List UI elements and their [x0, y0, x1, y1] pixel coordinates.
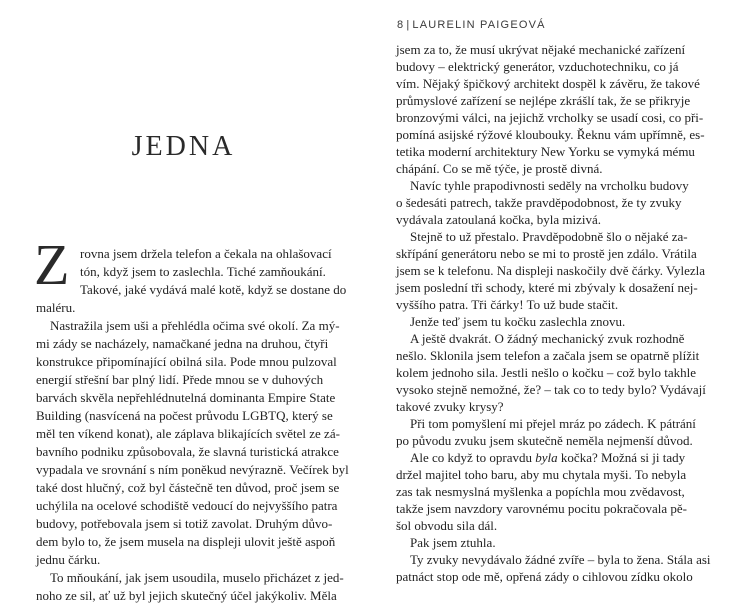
text-line: zas tak nesmyslná myšlenka a popíchla mou zvědavost,	[396, 484, 685, 499]
text-line: také dost hlučný, což byl částečně ten důvod, proč jsem se	[36, 480, 340, 495]
text-line: měl ten víkend konat), ale záplava blikajících světel ze zá-	[36, 426, 340, 441]
text-line: takže jsem navzdory varovnému pocitu pokračovala pě-	[396, 501, 687, 516]
text-line: jsem poslední tři schody, které mi zbývaly k dosažení nej-	[396, 280, 698, 295]
text-line: skřípání generátoru nebo se mi to prostě jen zdálo. Vrátila	[396, 246, 697, 261]
right-page	[367, 0, 734, 600]
italic-emphasis: byla	[535, 450, 558, 465]
text-line: vydávala zatoulaná kočka, byla mizivá.	[396, 212, 602, 227]
text-line: šol obvodu sila dál.	[396, 518, 498, 533]
text-line: o šedesáti patrech, takže pravděpodobnost, že ty zvuky	[396, 195, 682, 210]
text-line: jsem se k telefonu. Na displeji naskočily dvě čárky. Vylezla	[396, 263, 706, 278]
text-line: tón, když jsem to zaslechla. Tiché zamňoukání.	[80, 264, 326, 279]
text-line: jednu čárku.	[36, 552, 101, 567]
text-line: jsem za to, že musí ukrývat nějaké mechanické zařízení	[396, 42, 686, 57]
text-line: patnáct stop ode mě, opřená zády o cihlovou zídku okolo	[396, 569, 693, 584]
page-number: 8	[397, 19, 405, 31]
running-header	[397, 19, 546, 31]
text-line: dem bylo to, že jsem musela na displeji ulovit ještě aspoň	[36, 534, 336, 549]
text-line: maléru.	[36, 300, 76, 315]
header-author: LAURELIN PAIGEOVÁ	[412, 19, 546, 31]
text-line: pomíná asijské rýžové kloubouky. Řeknu vám upřímně, es-	[396, 127, 705, 142]
text-fragment: kočka? Možná si ji tady	[557, 450, 686, 465]
text-line: tetika moderní architektury New Yorku se vymyká mému	[396, 144, 695, 159]
text-line: chápání. Co se mě týče, je prostě divná.	[396, 161, 603, 176]
text-line: barvách skvěla nepřehlédnutelná dominanta Empire State	[36, 390, 336, 405]
text-line: průmyslové zařízení se nejlépe zkrášlí tak, že se přikryje	[396, 93, 691, 108]
chapter-title: JEDNA	[131, 131, 236, 162]
text-line: rovna jsem držela telefon a čekala na ohlašovací	[80, 246, 332, 261]
text-line	[410, 450, 685, 466]
text-line: takové zvuky krysy?	[396, 399, 504, 414]
text-line: vím. Nějaký špičkový architekt dospěl k závěru, že takové	[396, 76, 700, 91]
text-line: energií střešní bar plný lidí. Přede mnou se v duhových	[36, 372, 324, 387]
text-line: kolem jednoho sila. Jestli nešlo o kočku – což bylo takhle	[396, 365, 697, 380]
text-line: A ještě dvakrát. O žádný mechanický zvuk rozhodně	[410, 331, 685, 346]
text-line: bavního podniku způsobovala, že slavná turistická atrakce	[36, 444, 339, 459]
text-line: po původu zvuku jsem skutečně neměla nejmenší důvod.	[396, 433, 693, 448]
text-line: bronzovými válci, na jejichž vrcholky se usadí cosi, co při-	[396, 110, 704, 125]
text-line: Nastražila jsem uši a přehlédla očima své okolí. Za mý-	[50, 318, 340, 333]
text-line: budovy – elektrický generátor, vzduchotechniku, co já	[396, 59, 679, 74]
text-line: noho ze sil, ať už byl jejich skutečný účel jakýkoliv. Měla	[36, 588, 337, 603]
text-line: Pak jsem ztuhla.	[410, 535, 496, 550]
text-line: mi zády se nacházely, namačkané jedna na druhou, čtyři	[36, 336, 329, 351]
text-line: konstrukce připomínající obilná sila. Pode mnou pulzoval	[36, 354, 337, 369]
text-line: Jenže teď jsem tu kočku zaslechla znovu.	[410, 314, 626, 329]
text-line: Při tom pomyšlení mi přejel mráz po zádech. K pátrání	[410, 416, 696, 431]
text-line: budovy, potřebovala jsem si totiž zavolat. Druhým důvo-	[36, 516, 333, 531]
text-line: nešlo. Sklonila jsem telefon a začala jsem se opatrně plížit	[396, 348, 700, 363]
text-fragment: Ale co když to opravdu	[410, 450, 536, 465]
text-line: vypadala ve srovnání s ním poněkud nevýrazně. Večírek byl	[36, 462, 349, 477]
text-line: držel majitel toho baru, aby mu chytala myši. To nebyla	[396, 467, 687, 482]
text-line: vyššího patra. Tři čárky! To už bude stačit.	[396, 297, 619, 312]
text-line: Ty zvuky nevydávalo žádné zvíře – byla to žena. Stála asi	[410, 552, 711, 567]
text-line: Navíc tyhle prapodivnosti seděly na vrcholku budovy	[410, 178, 689, 193]
drop-cap-letter: Z	[34, 232, 70, 297]
text-line: uchýlila na ocelové schodiště vedoucí do nejvyššího patra	[36, 498, 338, 513]
text-line: Takové, jaké vydává malé kotě, když se dostane do	[80, 282, 347, 297]
text-line: To mňoukání, jak jsem usoudila, muselo přicházet z jed-	[50, 570, 344, 585]
left-page	[0, 0, 367, 603]
header-separator: |	[406, 19, 411, 31]
text-line: vysoko stejně nemožné, že? – tak co to tedy bylo? Vydávají	[396, 382, 706, 397]
text-line: Stejně to už přestalo. Pravděpodobně šlo o nějaké za-	[410, 229, 688, 244]
text-line: Building (nasvícená na počest průvodu LGBTQ, který se	[36, 408, 333, 423]
